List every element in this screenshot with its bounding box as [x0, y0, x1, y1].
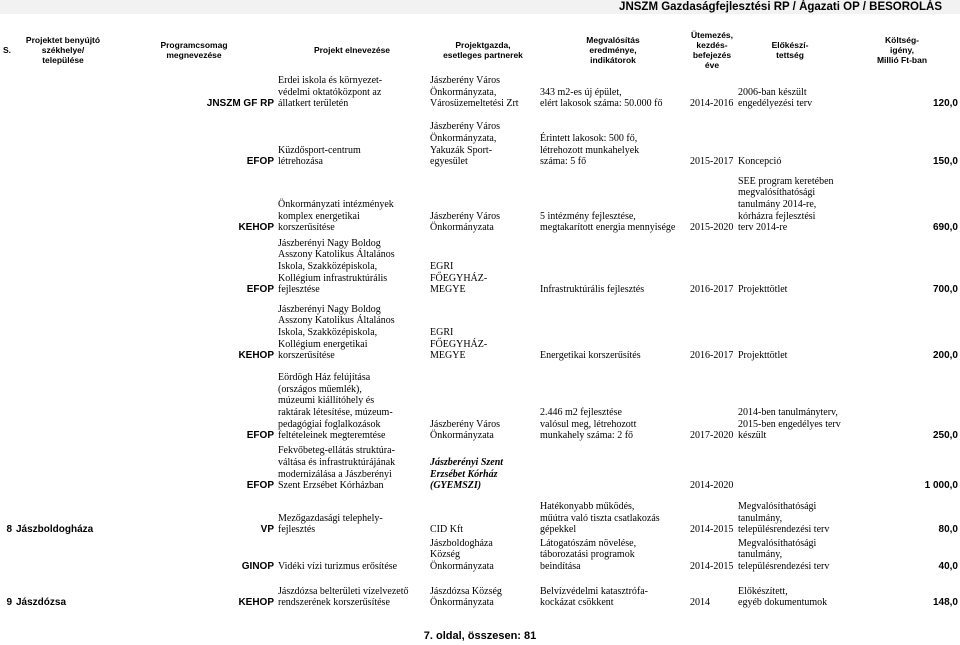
cell-sn: 8 [6, 524, 12, 536]
cell-program: EFOP [246, 430, 274, 442]
cell-owner: Jászberény Város Önkormányzata [430, 418, 501, 442]
page-footer: 7. oldal, összesen: 81 [423, 630, 537, 642]
cell-project: Mezőgazdasági telephely- fejlesztés [278, 512, 383, 536]
table-row [0, 443, 960, 493]
header-program: Programcsomag megnevezése [160, 40, 228, 60]
cell-owner: EGRI FŐEGYHÁZ- MEGYE [430, 261, 488, 296]
cell-settlement [14, 537, 112, 574]
header-project: Projekt elnevezése [313, 45, 391, 55]
cell-settlement [14, 169, 112, 235]
cell-settlement [14, 111, 112, 169]
cell-settlement: Jászboldogháza [16, 524, 94, 536]
cell-project: Jászberényi Nagy Boldog Asszony Katolikus Általános Iskola, Szakközépiskola, Kollégium energetikai korszerűsítése [278, 303, 395, 362]
cell-program: KEHOP [238, 350, 274, 362]
cell-sn [0, 235, 14, 297]
cell-prep: Koncepció [738, 156, 782, 168]
cell-program: KEHOP [238, 597, 274, 609]
cell-owner: Jászberény Város Önkormányzata, Yakuzák Sport- egyesület [430, 121, 501, 168]
header-schedule: Ütemezés, kezdés- befejezés éve [690, 30, 734, 70]
project-table [0, 26, 960, 610]
cell-project: Önkormányzati intézmények komplex energetikai korszerűsítése [278, 199, 394, 234]
cell-settlement [14, 75, 112, 112]
cell-sn: 9 [6, 597, 12, 609]
cell-owner: Jászberényi Szent Erzsébet Kórház (GYEMSZI) [430, 457, 504, 492]
title-bar [0, 0, 960, 14]
cell-program: JNSZM GF RP [206, 98, 274, 110]
cell-result: Hatékonyabb működés, műútra való tiszta csatlakozás gépekkel [540, 501, 660, 536]
cell-program: EFOP [246, 480, 274, 492]
cell-result: Energetikai korszerűsítés [540, 350, 641, 362]
cell-program: GINOP [241, 560, 274, 572]
header-owner: Projektgazda, esetleges partnerek [443, 40, 523, 60]
cell-sn [0, 111, 14, 169]
header-result: Megvalósítás eredménye, indikátorok [586, 35, 640, 65]
table-row [0, 235, 960, 297]
cell-cost: 690,0 [932, 222, 958, 234]
cell-program: KEHOP [238, 222, 274, 234]
cell-result [538, 443, 688, 493]
cell-sn [0, 537, 14, 574]
cell-program: EFOP [246, 156, 274, 168]
cell-project: Fekvőbeteg-ellátás struktúra- váltása és infrastruktúrájának modernizálása a Jászberényi Szent Erzsébet Kórházban [278, 445, 396, 492]
cell-prep: Projekttötlet [738, 350, 788, 362]
cell-project: Erdei iskola és környezet- védelmi oktatóközpont az állatkert területén [278, 75, 383, 110]
header-settlement: Projektet benyújtó székhelye/ települése [25, 35, 101, 65]
cell-owner: Jászboldogháza Község Önkormányzata [430, 537, 494, 572]
table-row [0, 297, 960, 363]
cell-schedule: 2016-2017 [690, 284, 734, 296]
cell-project: Eördögh Ház felújítása (országos műemlék), múzeumi kiállítóhely és raktárak létesítése, múzeum- pedagógiai foglalkozások feltételeinek megteremtése [278, 372, 393, 442]
cell-result: 2.446 m2 fejlesztése valósul meg, létrehozott munkahely száma: 2 fő [540, 407, 637, 442]
cell-prep: 2014-ben tanulmányterv, 2015-ben engedélyes terv készült [738, 407, 841, 442]
cell-settlement [14, 235, 112, 297]
cell-sn [0, 443, 14, 493]
cell-schedule: 2014-2016 [690, 98, 734, 110]
cell-result: 5 intézmény fejlesztése, megtakarított energia mennyisége [540, 210, 676, 234]
cell-owner: Jászdózsa Község Önkormányzata [430, 585, 502, 609]
cell-prep: SEE program keretében megvalósíthatósági tanulmány 2014-re, kórházra fejlesztési terv 2014-re [738, 175, 834, 234]
header-cost: Költség- igény, Millió Ft-ban [876, 35, 928, 65]
cell-prep: Projekttötlet [738, 284, 788, 296]
cell-schedule: 2014-2015 [690, 524, 734, 536]
cell-cost: 148,0 [932, 597, 958, 609]
table-row [0, 537, 960, 574]
cell-project: Jászdózsa belterületi vízelvezető rendszerének korszerűsítése [278, 585, 409, 609]
table-row [0, 75, 960, 112]
document-title: JNSZM Gazdaságfejlesztési RP / Ágazati OP / BESOROLÁS [619, 1, 942, 13]
cell-schedule: 2015-2017 [690, 156, 734, 168]
cell-settlement [14, 443, 112, 493]
cell-schedule: 2014-2020 [690, 480, 734, 492]
cell-project: Küzdősport-centrum létrehozása [278, 144, 361, 168]
cell-cost: 200,0 [932, 350, 958, 362]
cell-prep: Megvalósíthatósági tanulmány, településrendezési terv [738, 501, 830, 536]
cell-settlement [14, 363, 112, 443]
cell-result: Érintett lakosok: 500 fő, létrehozott munkahelyek száma: 5 fő [540, 133, 640, 168]
table-header [0, 26, 960, 75]
cell-cost: 1 000,0 [924, 480, 958, 492]
cell-result: Belvízvédelmi katasztrófa- kockázat csökkent [540, 585, 649, 609]
cell-cost: 120,0 [932, 98, 958, 110]
cell-prep [736, 443, 844, 493]
cell-owner: EGRI FŐEGYHÁZ- MEGYE [430, 327, 488, 362]
cell-schedule: 2014-2015 [690, 560, 734, 572]
cell-project: Jászberényi Nagy Boldog Asszony Katolikus Általános Iskola, Szakközépiskola, Kollégium infrastruktúrális fejlesztése [278, 237, 395, 296]
table-row [0, 111, 960, 169]
cell-result: 343 m2-es új épület, elért lakosok száma: 50.000 fő [540, 86, 663, 110]
cell-schedule: 2017-2020 [690, 430, 734, 442]
table-row [0, 574, 960, 610]
table-row [0, 169, 960, 235]
cell-schedule: 2014 [690, 597, 710, 609]
cell-cost: 40,0 [938, 560, 958, 572]
cell-sn [0, 169, 14, 235]
cell-cost: 700,0 [932, 284, 958, 296]
cell-program: EFOP [246, 284, 274, 296]
cell-prep: 2006-ban készült engedélyezési terv [738, 86, 813, 110]
cell-sn [0, 363, 14, 443]
table-row [0, 363, 960, 443]
cell-cost: 80,0 [938, 524, 958, 536]
cell-schedule: 2016-2017 [690, 350, 734, 362]
header-sn: S. [2, 45, 12, 55]
cell-schedule: 2015-2020 [690, 222, 734, 234]
cell-result: Látogatószám növelése, táborozatási programok beindítása [540, 537, 637, 572]
cell-owner: Jászberény Város Önkormányzata [430, 210, 501, 234]
cell-result: Infrastruktúrális fejlesztés [540, 284, 645, 296]
cell-prep: Előkészített, egyéb dokumentumok [738, 585, 828, 609]
cell-settlement: Jászdózsa [16, 597, 67, 609]
table-row [0, 493, 960, 537]
cell-cost: 250,0 [932, 430, 958, 442]
cell-owner: Jászberény Város Önkormányzata, Városüzemeltetési Zrt [430, 75, 519, 110]
cell-sn [0, 75, 14, 112]
cell-sn [0, 297, 14, 363]
header-prep: Előkészí- tettség [771, 40, 809, 60]
cell-prep: Megvalósíthatósági tanulmány, településrendezési terv [738, 537, 830, 572]
cell-program: VP [260, 524, 274, 536]
cell-settlement [14, 297, 112, 363]
cell-owner: CID Kft [430, 524, 464, 536]
cell-project: Vidéki vízi turizmus erősítése [278, 560, 398, 572]
table-body [0, 75, 960, 611]
cell-cost: 150,0 [932, 156, 958, 168]
